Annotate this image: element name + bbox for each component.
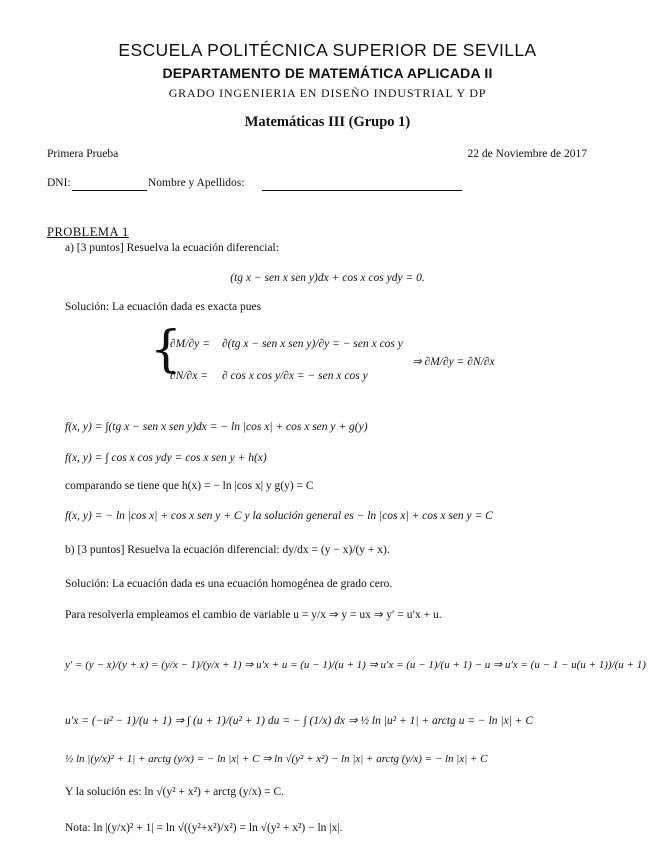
system-row-1-rhs: ∂(tg x − sen x sen y)/∂y = − sen x cos y <box>222 338 403 350</box>
exam-name: Primera Prueba <box>47 148 119 160</box>
final-answer: Y la solución es: ln √(y² + x²) + arctg (y/x) = C. <box>65 786 285 798</box>
step-3: ½ ln |(y/x)² + 1| + arctg (y/x) = − ln |x| + C ⇒ ln √(y² + x²) − ln |x| + arctg (y/x) = − ln |x| + C <box>65 753 488 765</box>
system-row-2-rhs: ∂ cos x cos y/∂x = − sen x cos y <box>222 370 368 382</box>
part-b-statement: b) [3 puntos] Resuelva la ecuación diferencial: dy/dx = (y − x)/(y + x). <box>65 544 390 556</box>
solution-a-intro: Solución: La ecuación dada es exacta pues <box>65 301 262 313</box>
potential-f2: f(x, y) = ∫ cos x cos ydy = cos x sen y + h(x) <box>65 452 267 464</box>
step-1: y′ = (y − x)/(y + x) = (y/x − 1)/(y/x + 1) ⇒ u′x + u = (u − 1)/(u + 1) ⇒ u′x = (u − 1)/(u + 1) − u ⇒ u′x = (u − 1 − u(u + 1))/(u + 1) <box>65 659 646 671</box>
general-solution: f(x, y) = − ln |cos x| + cos x sen y + C y la solución general es − ln |cos x| + cos x sen y = C <box>65 510 493 522</box>
degree-title: GRADO INGENIERIA EN DISEÑO INDUSTRIAL Y DP <box>168 86 487 100</box>
exam-date: 22 de Noviembre de 2017 <box>467 148 587 160</box>
name-field[interactable] <box>262 190 462 191</box>
comparison: comparando se tiene que h(x) = − ln |cos x| y g(y) = C <box>65 480 314 492</box>
potential-f1: f(x, y) = ∫(tg x − sen x sen y)dx = − ln |cos x| + cos x sen y + g(y) <box>65 421 368 433</box>
variable-change: Para resolverla empleamos el cambio de variable u = y/x ⇒ y = ux ⇒ y′ = u′x + u. <box>65 609 442 621</box>
note: Nota: ln |(y/x)² + 1| = ln √((y²+x²)/x²) = ln √(y² + x²) − ln |x|. <box>65 822 343 834</box>
part-a-statement: a) [3 puntos] Resuelva la ecuación diferencial: <box>65 242 279 254</box>
step-2: u′x = (−u² − 1)/(u + 1) ⇒ ∫ (u + 1)/(u² + 1) du = − ∫ (1/x) dx ⇒ ½ ln |u² + 1| + arctg u = − ln |x| + C <box>65 715 534 727</box>
course-title: Matemáticas III (Grupo 1) <box>244 114 411 130</box>
department-title: DEPARTAMENTO DE MATEMÁTICA APLICADA II <box>162 65 493 81</box>
problem-title: PROBLEMA 1 <box>47 225 129 239</box>
system-row-2-lhs: ∂N/∂x = <box>170 370 208 382</box>
left-brace: { <box>150 320 182 378</box>
dni-label: DNI: <box>47 177 71 189</box>
equation-a: (tg x − sen x sen y)dx + cos x cos ydy = 0. <box>230 272 425 284</box>
system-row-1-lhs: ∂M/∂y = <box>170 338 210 350</box>
school-title: ESCUELA POLITÉCNICA SUPERIOR DE SEVILLA <box>118 40 537 60</box>
dni-field[interactable] <box>72 190 147 191</box>
system-implies: ⇒ ∂M/∂y = ∂N/∂x <box>412 356 495 368</box>
solution-b-intro: Solución: La ecuación dada es una ecuación homogénea de grado cero. <box>65 578 393 590</box>
name-label: Nombre y Apellidos: <box>148 177 245 189</box>
